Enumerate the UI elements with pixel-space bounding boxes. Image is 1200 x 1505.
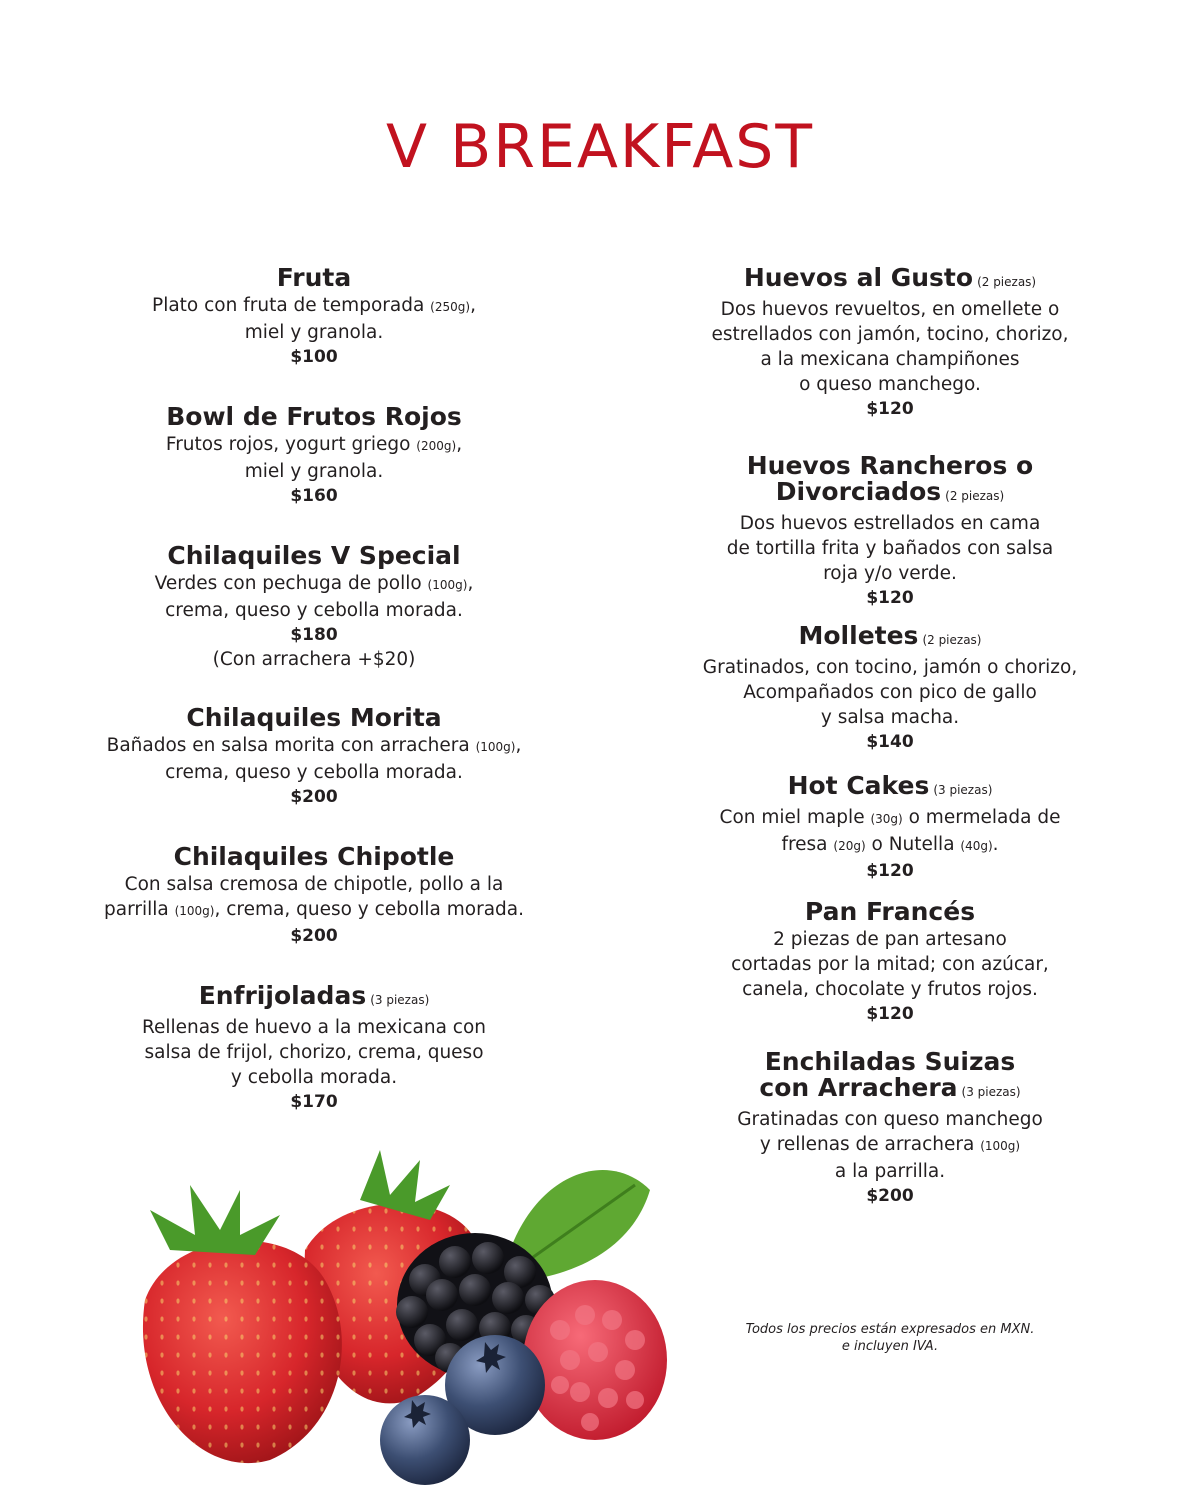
description-fragment: Con miel maple	[719, 807, 871, 828]
description-fragment: de tortilla frita y bañados con salsa	[726, 538, 1054, 559]
description-fragment: o queso manchego.	[799, 374, 981, 395]
item-name-text: Pan Francés	[804, 897, 976, 926]
item-name	[34, 983, 594, 1013]
description-line	[610, 297, 1170, 322]
description-line	[610, 952, 1170, 977]
item-price: $120	[866, 1004, 914, 1024]
description-fragment: (100g)	[174, 904, 215, 918]
description-line	[610, 561, 1170, 586]
description-fragment: (250g)	[430, 300, 471, 314]
description-fragment: ,	[515, 735, 522, 756]
item-name-text: Bowl de Frutos Rojos	[166, 402, 462, 431]
item-description	[610, 297, 1170, 397]
item-name	[610, 453, 1170, 509]
description-fragment: .	[992, 834, 999, 855]
description-fragment: (100g)	[475, 740, 516, 754]
item-price: $200	[866, 1186, 914, 1206]
description-line	[610, 536, 1170, 561]
item-name-text: Hot Cakes	[787, 771, 930, 800]
item-price: $100	[290, 347, 338, 367]
description-line	[610, 832, 1170, 859]
description-fragment: 2 piezas de pan artesano	[773, 929, 1007, 950]
description-fragment: a la mexicana champiñones	[760, 349, 1020, 370]
item-price: $120	[866, 588, 914, 608]
item-name	[610, 1049, 1170, 1105]
raspberry-icon	[523, 1280, 667, 1440]
item-description	[34, 1015, 594, 1090]
description-line	[34, 897, 594, 924]
description-fragment: Con salsa cremosa de chipotle, pollo a la	[124, 874, 504, 895]
item-description	[610, 655, 1170, 730]
item-name-text: Enfrijoladas	[198, 981, 367, 1010]
item-name-text: Huevos al Gusto	[743, 263, 974, 292]
item-name	[34, 543, 594, 569]
menu-item	[610, 1049, 1170, 1209]
description-fragment: (30g)	[870, 812, 903, 826]
description-line	[34, 1040, 594, 1065]
menu-item	[34, 844, 594, 983]
description-line	[34, 432, 594, 459]
item-name-text: Fruta	[276, 263, 352, 292]
page-title: V BREAKFAST	[385, 112, 815, 182]
description-line	[34, 1065, 594, 1090]
description-line	[34, 571, 594, 598]
description-fragment: Bañados en salsa morita con arrachera	[106, 735, 476, 756]
item-description	[610, 805, 1170, 859]
description-fragment: (20g)	[833, 839, 866, 853]
menu-item	[34, 983, 594, 1122]
item-pieces: (2 piezas)	[922, 633, 982, 647]
item-price: $120	[866, 399, 914, 419]
menu-item	[34, 404, 594, 543]
item-pieces: (3 piezas)	[370, 993, 430, 1007]
description-fragment: canela, chocolate y frutos rojos.	[742, 979, 1038, 1000]
description-line	[34, 733, 594, 760]
description-fragment: ,	[467, 573, 474, 594]
description-line	[34, 320, 594, 345]
description-fragment: Rellenas de huevo a la mexicana con	[141, 1017, 487, 1038]
description-line	[610, 1107, 1170, 1132]
item-price: $140	[866, 732, 914, 752]
description-fragment: o mermelada de	[902, 807, 1061, 828]
description-fragment: Frutos rojos, yogurt griego	[165, 434, 417, 455]
item-description	[610, 1107, 1170, 1184]
price-note: Todos los precios están expresados en MXN. e incluyen IVA.	[745, 1322, 1035, 1354]
item-name-text: Molletes	[798, 621, 919, 650]
description-fragment: parrilla	[103, 899, 175, 920]
description-line	[34, 459, 594, 484]
menu-item	[34, 705, 594, 844]
item-price: $120	[866, 861, 914, 881]
item-name	[610, 899, 1170, 925]
description-fragment: Gratinadas con queso manchego	[737, 1109, 1043, 1130]
item-name-text: Enchiladas Suizas con Arrachera	[759, 1047, 1016, 1102]
item-price: $200	[290, 787, 338, 807]
item-name	[610, 773, 1170, 803]
item-description	[34, 872, 594, 924]
description-fragment: cortadas por la mitad; con azúcar,	[731, 954, 1049, 975]
description-line	[610, 511, 1170, 536]
description-fragment: a la parrilla.	[834, 1161, 946, 1182]
description-fragment: (40g)	[960, 839, 993, 853]
description-line	[610, 927, 1170, 952]
description-fragment: fresa	[781, 834, 834, 855]
description-fragment: salsa de frijol, chorizo, crema, queso	[144, 1042, 484, 1063]
description-fragment: roja y/o verde.	[823, 563, 957, 584]
menu-item	[34, 543, 594, 705]
item-name-text: Huevos Rancheros o Divorciados	[746, 451, 1034, 506]
description-fragment: ,	[470, 295, 476, 316]
item-price: $170	[290, 1092, 338, 1112]
description-line	[610, 705, 1170, 730]
description-fragment: Plato con fruta de temporada	[152, 295, 431, 316]
description-fragment: Verdes con pechuga de pollo	[154, 573, 428, 594]
item-description	[34, 733, 594, 785]
item-extra: (Con arrachera +$20)	[212, 649, 416, 670]
description-fragment: miel y granola.	[244, 322, 384, 343]
menu-item	[34, 265, 594, 404]
menu-item	[610, 453, 1170, 623]
item-name	[34, 404, 594, 430]
description-fragment: (100g)	[427, 578, 468, 592]
description-line	[610, 805, 1170, 832]
item-name-text: Chilaquiles V Special	[167, 541, 461, 570]
description-fragment: ,	[456, 434, 463, 455]
description-line	[610, 655, 1170, 680]
description-fragment: , crema, queso y cebolla morada.	[214, 899, 524, 920]
description-line	[610, 1132, 1170, 1159]
menu-item	[610, 623, 1170, 773]
item-description	[610, 511, 1170, 586]
description-fragment: miel y granola.	[244, 461, 384, 482]
description-line	[610, 322, 1170, 347]
description-fragment: Dos huevos estrellados en cama	[739, 513, 1041, 534]
berries-illustration	[90, 1130, 670, 1500]
item-description	[34, 293, 594, 345]
item-name-text: Chilaquiles Chipotle	[173, 842, 455, 871]
description-line	[34, 872, 594, 897]
description-fragment: Dos huevos revueltos, en omellete o	[720, 299, 1060, 320]
menu-item	[610, 265, 1170, 453]
item-name-text: Chilaquiles Morita	[186, 703, 442, 732]
description-fragment: crema, queso y cebolla morada.	[165, 600, 463, 621]
description-line	[610, 1159, 1170, 1184]
description-line	[610, 372, 1170, 397]
description-fragment: Gratinados, con tocino, jamón o chorizo,	[702, 657, 1078, 678]
description-fragment: (100g)	[980, 1139, 1021, 1153]
item-price: $200	[290, 926, 338, 946]
item-description	[34, 432, 594, 484]
description-fragment: y cebolla morada.	[230, 1067, 398, 1088]
item-pieces: (2 piezas)	[945, 489, 1005, 503]
description-fragment: estrellados con jamón, tocino, chorizo,	[711, 324, 1069, 345]
description-fragment: crema, queso y cebolla morada.	[165, 762, 463, 783]
description-fragment: y rellenas de arrachera	[759, 1134, 981, 1155]
description-line	[610, 347, 1170, 372]
item-name	[610, 623, 1170, 653]
item-name	[610, 265, 1170, 295]
menu-item	[610, 899, 1170, 1049]
item-name	[34, 265, 594, 291]
description-fragment: o Nutella	[865, 834, 961, 855]
item-description	[34, 571, 594, 623]
menu-item	[610, 773, 1170, 899]
description-line	[610, 680, 1170, 705]
description-fragment: Acompañados con pico de gallo	[743, 682, 1037, 703]
item-name	[34, 705, 594, 731]
item-price: $160	[290, 486, 338, 506]
description-line	[34, 598, 594, 623]
item-price: $180	[290, 625, 338, 645]
item-description	[610, 927, 1170, 1002]
description-line	[34, 760, 594, 785]
description-line	[34, 1015, 594, 1040]
item-pieces: (3 piezas)	[961, 1085, 1021, 1099]
description-fragment: (200g)	[416, 439, 457, 453]
strawberry-front-icon	[143, 1185, 342, 1463]
menu-column-right	[610, 265, 1170, 1209]
item-name	[34, 844, 594, 870]
item-pieces: (2 piezas)	[977, 275, 1037, 289]
menu-column-left	[34, 265, 594, 1122]
description-line	[610, 977, 1170, 1002]
blueberry-front-icon	[380, 1395, 470, 1485]
description-fragment: y salsa macha.	[820, 707, 960, 728]
item-pieces: (3 piezas)	[933, 783, 993, 797]
description-line	[34, 293, 594, 320]
